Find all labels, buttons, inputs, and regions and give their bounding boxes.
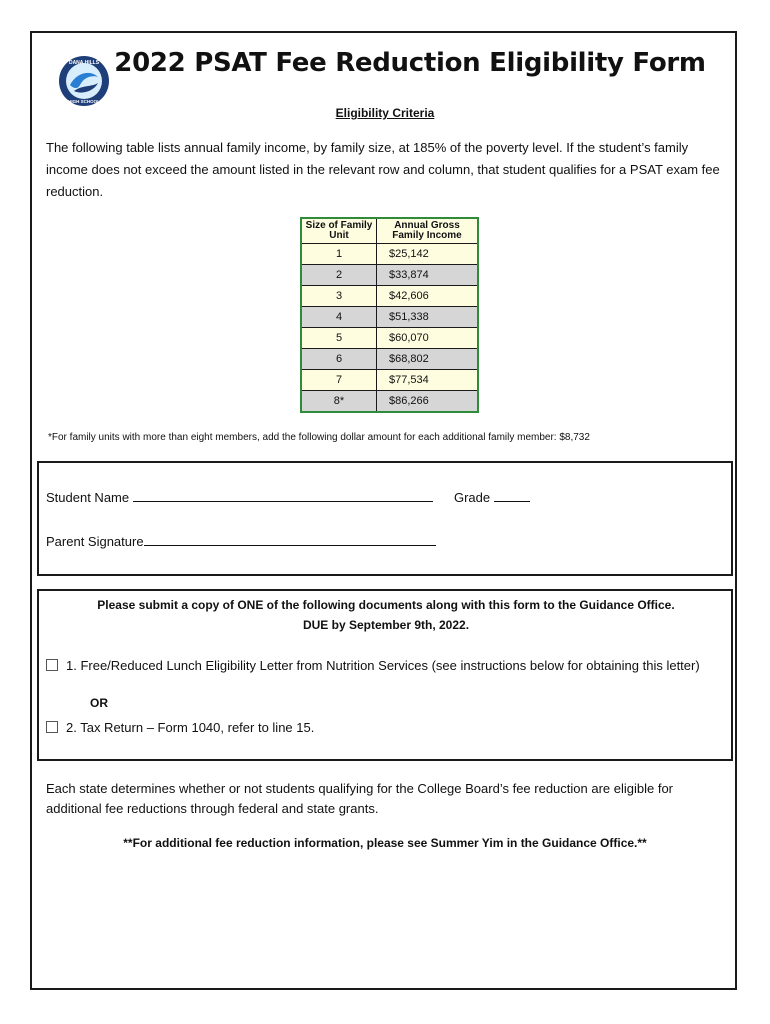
income-table (300, 217, 479, 413)
parent-signature-label: Parent Signature (46, 534, 144, 549)
page-title: 2022 PSAT Fee Reduction Eligibility Form (114, 48, 706, 78)
table-row: 8* $86,266 (301, 391, 478, 413)
student-name-row (46, 489, 530, 505)
tax-return-checkbox[interactable] (46, 721, 58, 733)
submit-instructions: Please submit a copy of ONE of the following documents along with this form to the Guidance Office. DUE by September 9th, 2022. (97, 598, 675, 632)
student-info-box (37, 461, 733, 576)
tax-return-label: 2. Tax Return – Form 1040, refer to line 15. (66, 720, 315, 735)
parent-signature-field[interactable] (144, 533, 436, 546)
table-row: 2 $33,874 (301, 265, 478, 286)
table-row: 3 $42,606 (301, 286, 478, 307)
lunch-letter-label: 1. Free/Reduced Lunch Eligibility Letter from Nutrition Services (see instructions below for obtaining this letter) (66, 658, 700, 673)
table-row: 7 $77,534 (301, 370, 478, 391)
state-grants-paragraph: Each state determines whether or not students qualifying for the College Board’s fee reduction are eligible for additional fee reductions through federal and state grants. (46, 781, 674, 816)
table-footnote: *For family units with more than eight members, add the following dollar amount for each additional family member: $8,732 (48, 432, 590, 443)
table-header-size: Size of Family Unit (301, 218, 377, 244)
grade-field[interactable] (494, 489, 530, 502)
table-header-income: Annual Gross Family Income (377, 218, 479, 244)
option-tax-return (46, 720, 314, 735)
parent-signature-row (46, 533, 436, 549)
svg-text:DANA HILLS: DANA HILLS (68, 60, 100, 66)
intro-paragraph: The following table lists annual family income, by family size, at 185% of the poverty level. If the student’s family income does not exceed the amount listed in the relevant row and column, that student qualifies for a PSAT exam fee reduction. (46, 140, 720, 199)
option-lunch-letter (46, 656, 726, 676)
student-name-label: Student Name (46, 490, 130, 505)
svg-text:HIGH SCHOOL: HIGH SCHOOL (68, 99, 100, 104)
criteria-heading: Eligibility Criteria (335, 106, 435, 120)
table-row: 4 $51,338 (301, 307, 478, 328)
table-row: 1 $25,142 (301, 244, 478, 265)
grade-label: Grade (453, 490, 491, 505)
student-name-field[interactable] (133, 489, 433, 502)
lunch-letter-checkbox[interactable] (46, 659, 58, 671)
school-seal-logo (58, 55, 110, 107)
table-row: 5 $60,070 (301, 328, 478, 349)
or-label: OR (90, 696, 108, 710)
additional-info-note: **For additional fee reduction information, please see Summer Yim in the Guidance Office.** (123, 836, 647, 850)
table-row: 6 $68,802 (301, 349, 478, 370)
